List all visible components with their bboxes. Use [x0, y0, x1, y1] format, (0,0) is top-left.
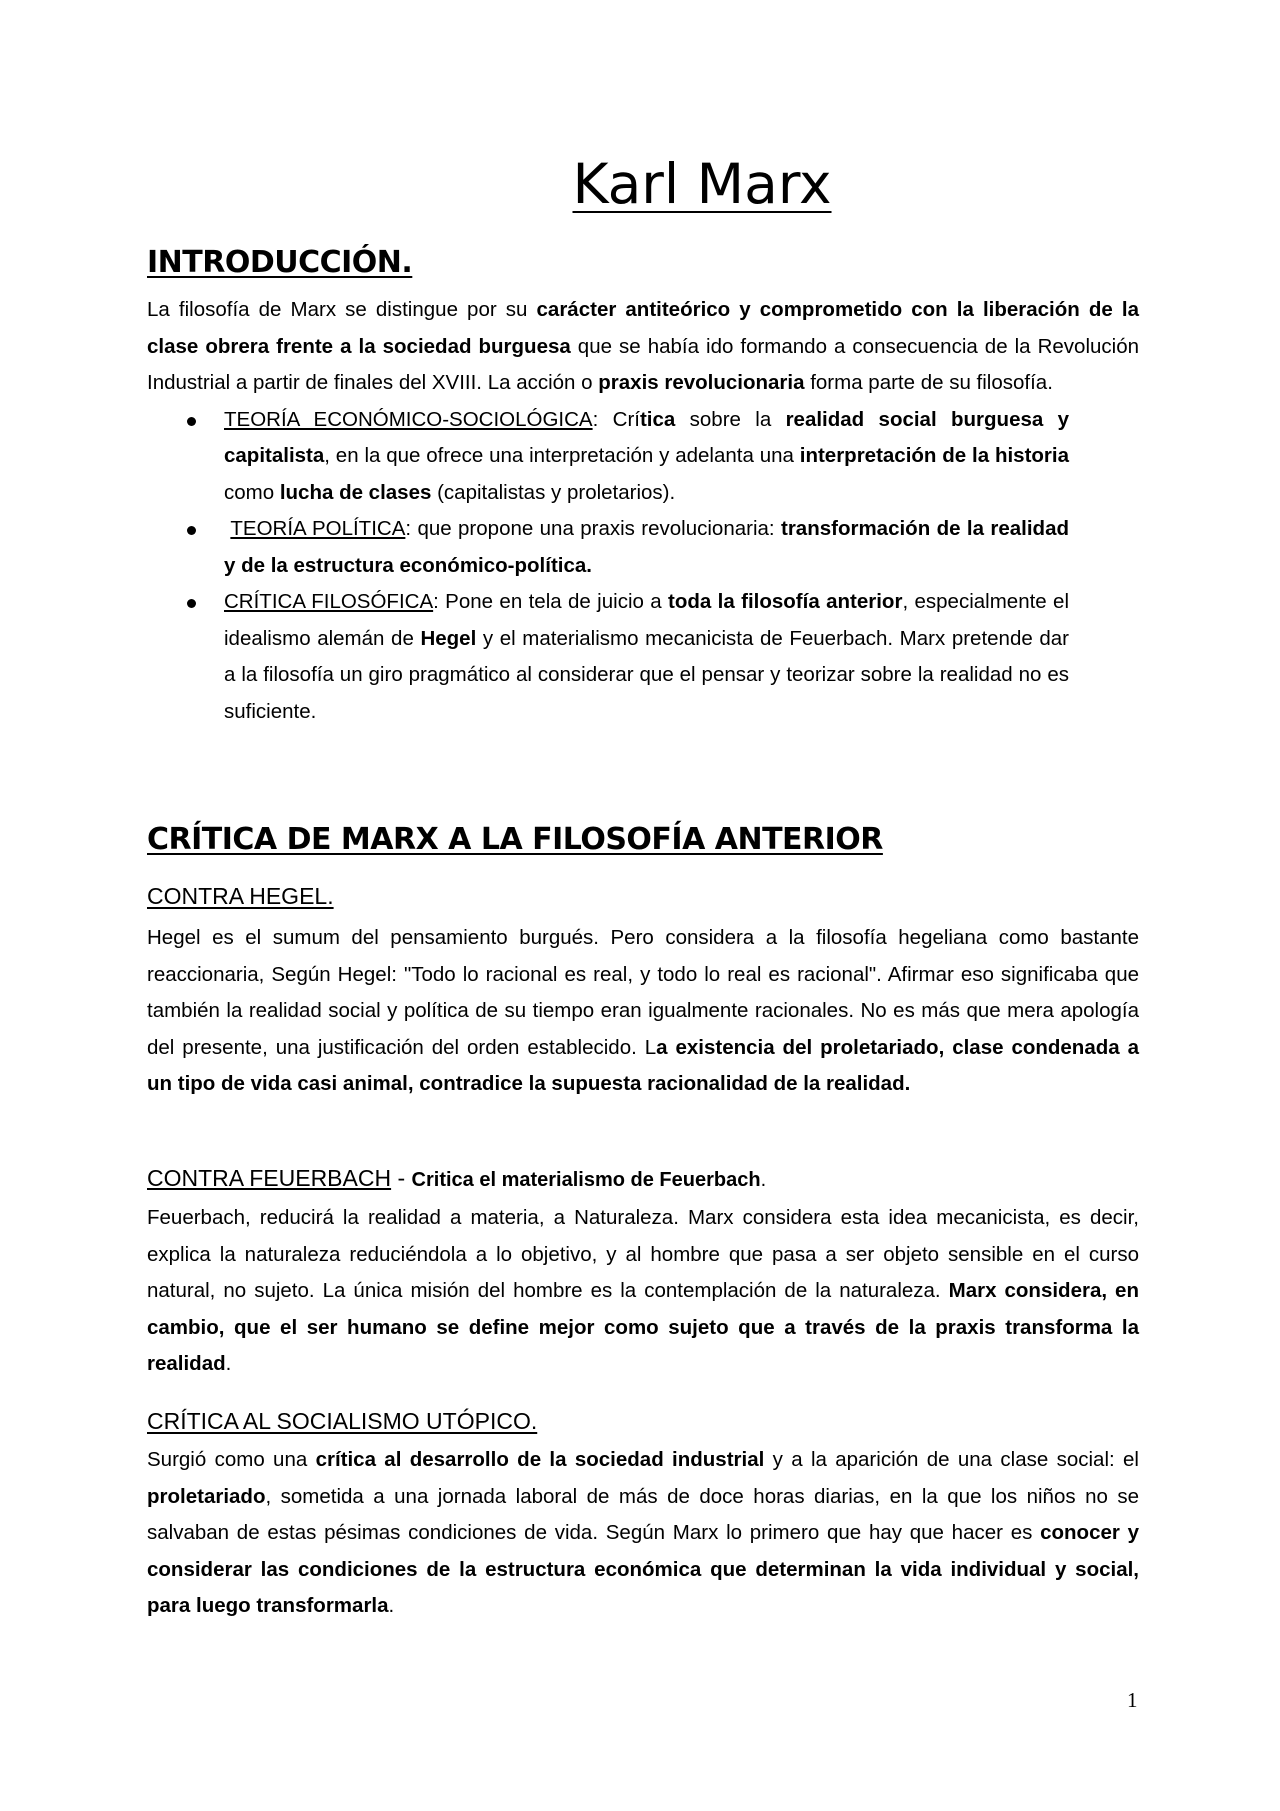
hegel-heading: CONTRA HEGEL. — [147, 883, 334, 909]
intro-heading: INTRODUCCIÓN. — [147, 245, 413, 280]
document-title: Karl Marx — [572, 152, 832, 216]
feuerbach-heading: CONTRA FEUERBACH - Critica el materialismo de Feuerbach. — [147, 1165, 767, 1191]
bullet-icon — [187, 417, 196, 426]
hegel-paragraph: Hegel es el sumum del pensamiento burgués. Pero considera a la filosofía hegeliana como bastante reaccionaria, Según Hegel: "Todo lo racional es real, y todo lo real es racional". Afirmar eso significaba que también la realidad social y política de su tiempo eran igualmente racionales. No es más que mera apología del presente, una justificación del orden establecido. La existencia del proletariado, clase condenada a un tipo de vida casi animal, contradice la supuesta racionalidad de la realidad. — [147, 926, 1139, 1095]
utopico-section — [147, 1408, 1139, 1435]
intro-body — [147, 292, 1139, 730]
feuerbach-body — [147, 1200, 1139, 1383]
page-number: 1 — [1127, 1688, 1138, 1712]
utopico-body — [147, 1442, 1139, 1625]
intro-section — [147, 245, 1139, 280]
bullet-item: CRÍTICA FILOSÓFICA: Pone en tela de juicio a toda la filosofía anterior, especialmente el idealismo alemán de Hegel y el materialismo mecanicista de Feuerbach. Marx pretende dar a la filosofía un giro pragmático al considerar que el pensar y teorizar sobre la realidad no es suficiente. — [147, 584, 1069, 730]
bullet-icon — [187, 526, 196, 535]
feuerbach-section — [147, 1163, 1139, 1195]
intro-paragraph: La filosofía de Marx se distingue por su carácter antiteórico y comprometido con la liberación de la clase obrera frente a la sociedad burguesa que se había ido formando a consecuencia de la Revolución Industrial a partir de finales del XVIII. La acción o praxis revolucionaria forma parte de su filosofía. — [147, 298, 1140, 394]
utopico-heading: CRÍTICA AL SOCIALISMO UTÓPICO. — [147, 1408, 538, 1434]
critica-heading: CRÍTICA DE MARX A LA FILOSOFÍA ANTERIOR — [147, 822, 883, 857]
hegel-section — [147, 883, 1139, 910]
critica-section — [147, 822, 1139, 857]
bullet-item: TEORÍA ECONÓMICO-SOCIOLÓGICA: Crítica sobre la realidad social burguesa y capitalista, en la que ofrece una interpretación y adelanta una interpretación de la historia como lucha de clases (capitalistas y proletarios). — [147, 402, 1069, 512]
feuerbach-paragraph: Feuerbach, reducirá la realidad a materia, a Naturaleza. Marx considera esta idea mecanicista, es decir, explica la naturaleza reduciéndola a lo objetivo, y al hombre que pasa a ser objeto sensible en el curso natural, no sujeto. La única misión del hombre es la contemplación de la naturaleza. Marx considera, en cambio, que el ser humano se define mejor como sujeto que a través de la praxis transforma la realidad. — [147, 1206, 1139, 1375]
hegel-body — [147, 920, 1139, 1103]
utopico-paragraph: Surgió como una crítica al desarrollo de la sociedad industrial y a la aparición de una clase social: el proletariado, sometida a una jornada laboral de más de doce horas diarias, en la que los niños no se salvaban de estas pésimas condiciones de vida. Según Marx lo primero que hay que hacer es conocer y considerar las condiciones de la estructura económica que determinan la vida individual y social, para luego transformarla. — [147, 1448, 1139, 1617]
bullet-icon — [187, 599, 196, 608]
bullet-item: TEORÍA POLÍTICA: que propone una praxis revolucionaria: transformación de la realidad y de la estructura económico-política. — [147, 511, 1069, 584]
